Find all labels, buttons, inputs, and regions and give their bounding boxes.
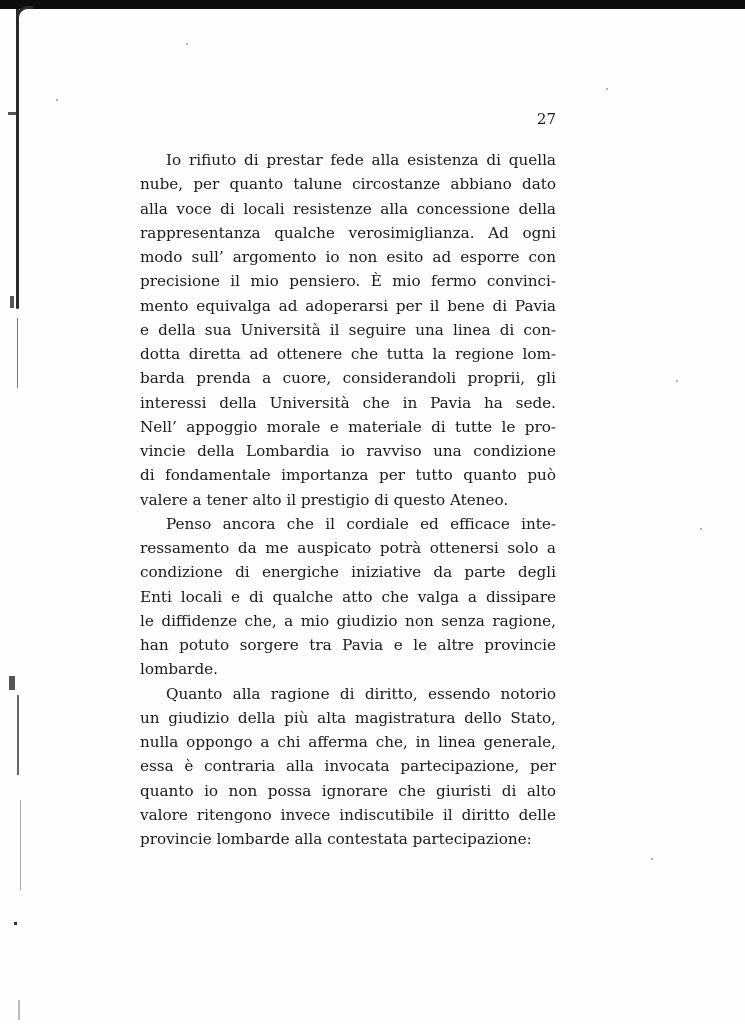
text-line: e della sua Università il seguire una linea di con- bbox=[140, 320, 556, 339]
text-line: mento equivalga ad adoperarsi per il bene di Pavia bbox=[140, 296, 556, 315]
text-line: Io rifiuto di prestar fede alla esistenza di quella bbox=[166, 151, 556, 169]
dust-speck bbox=[186, 43, 188, 45]
dust-speck bbox=[56, 99, 58, 101]
margin-mark bbox=[17, 318, 18, 388]
text-line: valore ritengono invece indiscutibile il diritto delle bbox=[140, 805, 556, 824]
text-line: provincie lombarde alla contestata partecipazione: bbox=[140, 830, 532, 848]
paragraph bbox=[140, 148, 556, 512]
page-number: 27 bbox=[536, 110, 556, 128]
text-line: lombarde. bbox=[140, 660, 218, 679]
margin-mark bbox=[20, 800, 21, 890]
text-line: valere a tener alto il prestigio di questo Ateneo. bbox=[140, 490, 509, 509]
paragraph bbox=[140, 512, 556, 682]
text-line: essa è contraria alla invocata partecipazione, per bbox=[140, 757, 556, 776]
text-line: di fondamentale importanza per tutto quanto può bbox=[140, 466, 556, 485]
text-line: nube, per quanto talune circostanze abbiano dato bbox=[140, 175, 556, 194]
margin-mark bbox=[18, 1000, 20, 1020]
dust-speck bbox=[676, 380, 678, 382]
dust-speck bbox=[606, 88, 608, 90]
text-line: nulla oppongo a chi afferma che, in linea generale, bbox=[140, 733, 556, 751]
text-line: modo sull’ argomento io non esito ad esporre con bbox=[140, 248, 556, 266]
text-line: condizione di energiche iniziative da parte degli bbox=[140, 563, 556, 582]
text-line: rappresentanza qualche verosimiglianza. Ad ogni bbox=[140, 223, 556, 242]
text-line: alla voce di locali resistenze alla concessione della bbox=[140, 199, 556, 218]
text-line: quanto io non possa ignorare che giuristi di alto bbox=[140, 781, 556, 800]
text-line: interessi della Università che in Pavia ha sede. bbox=[140, 393, 556, 412]
text-line: Penso ancora che il cordiale ed efficace inte- bbox=[166, 514, 556, 533]
text-line: vincie della Lombardia io ravviso una condizione bbox=[140, 442, 556, 460]
text-line: han potuto sorgere tra Pavia e le altre provincie bbox=[140, 636, 556, 654]
margin-mark bbox=[8, 112, 16, 115]
text-line: ressamento da me auspicato potrà ottenersi solo a bbox=[140, 539, 556, 557]
paragraph bbox=[140, 682, 556, 852]
text-line: barda prenda a cuore, considerandoli proprii, gli bbox=[140, 369, 556, 388]
text-line: Quanto alla ragione di diritto, essendo notorio bbox=[166, 684, 556, 703]
text-line: dotta diretta ad ottenere che tutta la regione lom- bbox=[140, 345, 556, 363]
margin-mark bbox=[10, 296, 14, 308]
text-line: le diffidenze che, a mio giudizio non senza ragione, bbox=[140, 611, 556, 630]
text-line: precisione il mio pensiero. È mio fermo convinci- bbox=[140, 272, 556, 291]
margin-mark bbox=[17, 695, 19, 775]
margin-mark bbox=[14, 922, 17, 925]
body-text bbox=[140, 148, 556, 851]
text-line: Enti locali e di qualche atto che valga a dissipare bbox=[140, 587, 556, 606]
binding-edge bbox=[16, 9, 19, 309]
text-line: un giudizio della più alta magistratura dello Stato, bbox=[140, 708, 556, 727]
margin-mark bbox=[9, 676, 15, 690]
dust-speck bbox=[700, 528, 702, 530]
dust-speck bbox=[651, 858, 653, 860]
text-line: Nell’ appoggio morale e materiale di tutte le pro- bbox=[140, 417, 556, 436]
scan-top-edge bbox=[0, 0, 745, 9]
